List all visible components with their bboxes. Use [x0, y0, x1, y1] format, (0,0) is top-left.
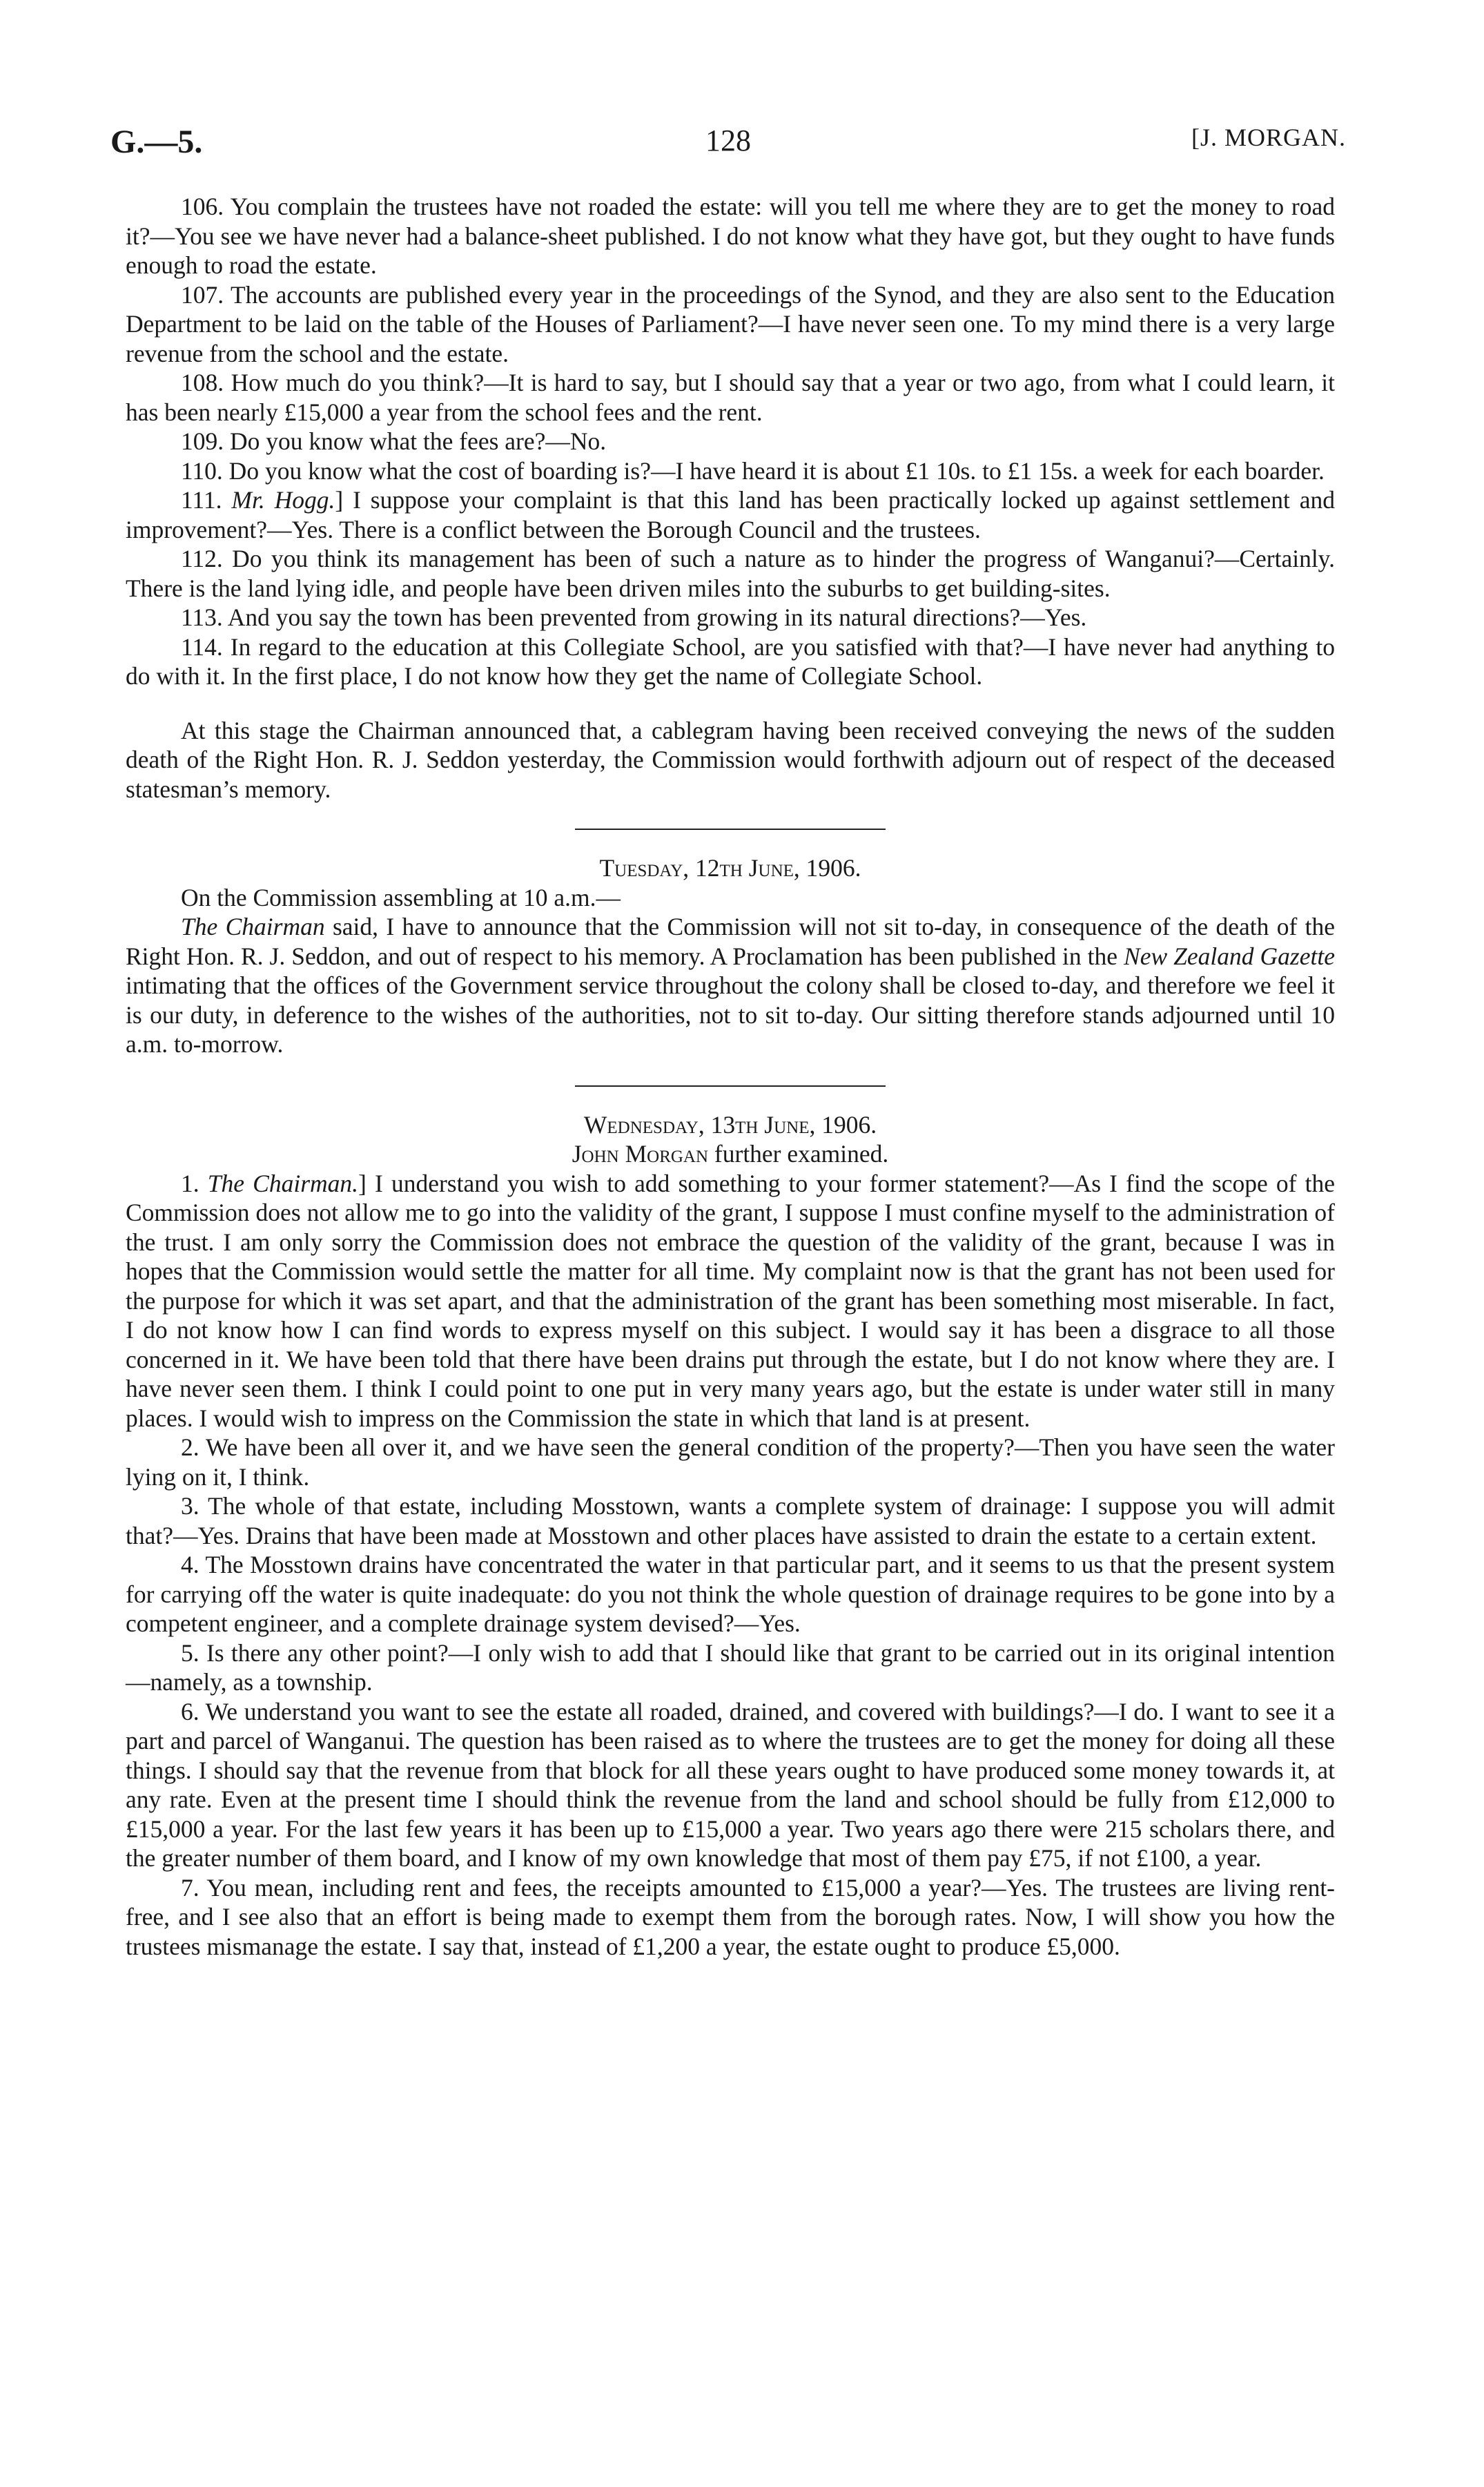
- wednesday-heading: Wednesday, 13th June, 1906.: [583, 1110, 877, 1139]
- evidence-section-continued: [126, 192, 1335, 691]
- document-body: [126, 192, 1335, 1961]
- question-5: 5. Is there any other point?—I only wish to add that I should like that grant to be carried out in its original intention—namely, as a township.: [126, 1638, 1335, 1696]
- question-109: 109. Do you know what the fees are?—No.: [181, 427, 607, 455]
- speaker-name: Mr. Hogg.: [231, 486, 335, 514]
- tuesday-heading: Tuesday, 12th June, 1906.: [599, 854, 861, 882]
- adjournment-note: At this stage the Chairman announced that, a cablegram having been received conveying the news of the sudden death of the Right Hon. R. J. Seddon yesterday, the Commission would forthwith adjourn out of respect of the deceased statesman’s memory.: [126, 716, 1335, 803]
- paper-reference: G.—5.: [110, 124, 203, 160]
- question-3: 3. The whole of that estate, including Mosstown, wants a complete system of drainage: I suppose you will admit that?—Yes. Drains that have been made at Mosstown and other places have assisted to drain the estate to a certain extent.: [126, 1492, 1335, 1549]
- question-7: 7. You mean, including rent and fees, the receipts amounted to £15,000 a year?—Yes. The trustees are living rent-free, and I see also that an effort is being made to exempt them from the borough rates. Now, I will show you how the trustees mismanage the estate. I say that, instead of £1,200 a year, the estate ought to produce £5,000.: [126, 1873, 1335, 1960]
- question-110: 110. Do you know what the cost of boarding is?—I have heard it is about £1 10s. to £1 15s. a week for each boarder.: [181, 456, 1325, 485]
- question-113: 113. And you say the town has been prevented from growing in its natural directions?—Yes.: [181, 603, 1087, 631]
- page-number: 128: [705, 124, 751, 157]
- question-112: 112. Do you think its management has been of such a nature as to hinder the progress of Wanganui?—Certainly. There is the land lying idle, and people have been driven miles into the suburbs to get building-sites.: [126, 545, 1335, 602]
- question-106: 106. You complain the trustees have not roaded the estate: will you tell me where they are to get the money to road it?—You see we have never had a balance-sheet published. I do not know what they have got, but they ought to have funds enough to road the estate.: [126, 193, 1335, 279]
- witness-running-head: [J. MORGAN.: [1191, 124, 1346, 151]
- evidence-section-wednesday: [126, 1169, 1335, 1962]
- question-6: 6. We understand you want to see the estate all roaded, drained, and covered with buildings?—I do. I want to see it a part and parcel of Wanganui. The question has been raised as to where the trustees are to get the money for doing all these things. I should say that the revenue from that block for all these years ought to have produced some money towards it, at any rate. Even at the present time I should think the revenue from the land and school should be fully from £12,000 to £15,000 a year. For the last few years it has been up to £15,000 a year. Two years ago there were 215 scholars there, and the greater number of them board, and I know of my own knowledge that most of them pay £75, if not £100, a year.: [126, 1697, 1335, 1872]
- question-114: 114. In regard to the education at this Collegiate School, are you satisfied with that?—I have never had anything to do with it. In the first place, I do not know how they get the name of Collegiate School.: [126, 632, 1335, 690]
- question-2: 2. We have been all over it, and we have seen the general condition of the property?—Then you have seen the water lying on it, I think.: [126, 1433, 1335, 1491]
- witness-line: John Morgan further examined.: [572, 1140, 889, 1168]
- question-4: 4. The Mosstown drains have concentrated the water in that particular part, and it seems to us that the present system for carrying off the water is quite inadequate: do you not think the whole question of drainage requires to be gone into by a competent engineer, and a complete drainage system devised?—Yes.: [126, 1551, 1335, 1637]
- witness-name: John Morgan: [572, 1140, 709, 1168]
- tuesday-statement: The Chairman said, I have to announce that the Commission will not sit to-day, in consequence of the death of the Right Hon. R. J. Seddon, and out of respect to his memory. A Proclamation has been published in the New Zealand Gazette intimating that the offices of the Government service throughout the colony shall be closed to-day, and therefore we feel it is our duty, in deference to the wishes of the authorities, not to sit to-day. Our sitting therefore stands adjourned until 10 a.m. to-morrow.: [126, 913, 1335, 1058]
- page-header: [110, 123, 1346, 171]
- question-1: 1. The Chairman.] I understand you wish to add something to your former statement?—As I find the scope of the Commission does not allow me to go into the validity of the grant, I suppose I must confine myself to the administration of the trust. I am only sorry the Commission does not embrace the question of the validity of the grant, because I was in hopes that the Commission would settle the matter for all time. My complaint now is that the grant has not been used for the purpose for which it was set apart, and that the administration of the grant has been something most miserable. In fact, I do not know how I can find words to express myself on this subject. I would say it has been a disgrace to all those concerned in it. We have been told that there have been drains put through the estate, but I do not know where they are. I have never seen them. I think I could point to one put in very many years ago, but the estate is under water still in many places. I would wish to impress on the Commission the state in which that land is at present.: [126, 1169, 1336, 1432]
- speaker-name: The Chairman: [181, 913, 325, 940]
- question-111: 111. Mr. Hogg.] I suppose your complaint is that this land has been practically locked up against settlement and improvement?—Yes. There is a conflict between the Borough Council and the trustees.: [126, 486, 1335, 543]
- tuesday-opening: On the Commission assembling at 10 a.m.—: [181, 883, 621, 911]
- speaker-name: The Chairman.: [207, 1169, 359, 1197]
- question-108: 108. How much do you think?—It is hard to say, but I should say that a year or two ago, from what I could learn, it has been nearly £15,000 a year from the school fees and the rent.: [126, 369, 1335, 426]
- question-107: 107. The accounts are published every year in the proceedings of the Synod, and they are also sent to the Education Department to be laid on the table of the Houses of Parliament?—I have never seen one. To my mind there is a very large revenue from the school and the estate.: [126, 280, 1335, 367]
- gazette-title: New Zealand Gazette: [1124, 942, 1335, 970]
